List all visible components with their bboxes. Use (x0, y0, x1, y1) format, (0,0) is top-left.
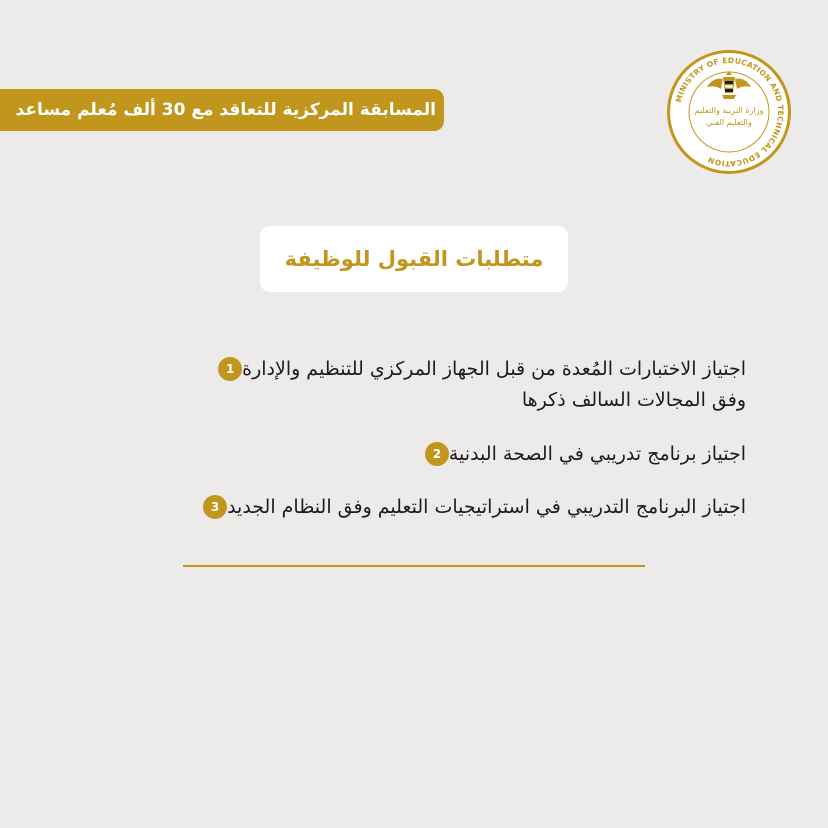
requirement-text (227, 492, 746, 523)
requirement-line: وفق المجالات السالف ذكرها (521, 389, 746, 411)
number-badge: 2 (425, 442, 449, 466)
requirement-line: اجتياز برنامج تدريبي في الصحة البدنية (448, 443, 746, 465)
requirement-item (218, 357, 770, 416)
title-card (260, 226, 568, 292)
requirement-line: اجتياز الاختبارات المُعدة من قبل الجهاز المركزي للتنظيم والإدارة (242, 358, 746, 380)
logo-arabic-line2: والتعليم الفني (706, 118, 752, 127)
ministry-logo (666, 49, 792, 175)
logo-arabic-line1: وزارة التربية والتعليم (694, 106, 764, 115)
requirement-line: اجتياز البرنامج التدريبي في استراتيجيات التعليم وفق النظام الجديد (227, 496, 746, 518)
banner-text: المسابقة المركزية للتعاقد مع 30 ألف مُعلم مساعد (15, 100, 436, 120)
divider-line (183, 565, 645, 567)
header-banner (0, 89, 444, 131)
page-title: متطلبات القبول للوظيفة (284, 247, 544, 271)
number-badge: 3 (203, 495, 227, 519)
logo-ring-text: MINISTRY OF EDUCATION AND TECHNICAL EDUCATION (673, 55, 786, 169)
requirement-item (203, 495, 770, 523)
requirement-item (425, 442, 770, 470)
requirement-text (449, 439, 746, 470)
requirement-text (242, 354, 746, 416)
number-badge: 1 (218, 357, 242, 381)
